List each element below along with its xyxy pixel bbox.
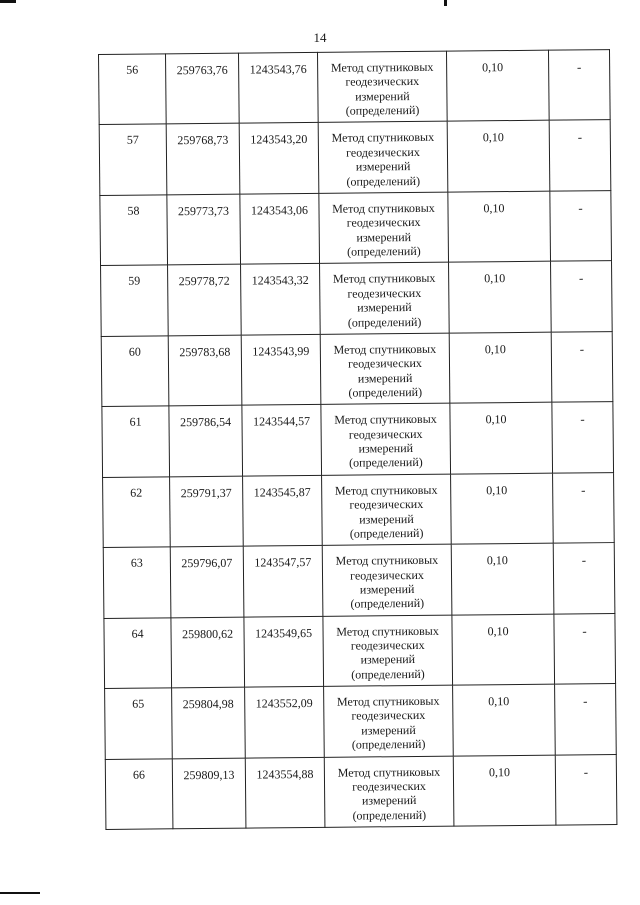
- note-cell: [555, 754, 617, 825]
- x-coordinate-cell: [166, 124, 240, 195]
- y-coordinate: 1243543,76: [249, 61, 307, 77]
- accuracy-value: 0,10: [488, 694, 510, 709]
- x-coordinate-cell: [169, 405, 243, 476]
- point-number-cell: [101, 265, 169, 336]
- x-coordinate: 259791,37: [180, 485, 232, 500]
- table-row: [101, 331, 613, 406]
- method-cell: [321, 403, 451, 475]
- method-text: Метод спутниковых геодезических измерений (определений): [335, 552, 439, 611]
- method-text: Метод спутниковых геодезических измерений (определений): [334, 482, 438, 541]
- accuracy-value: 0,10: [487, 623, 509, 638]
- accuracy-cell: [446, 50, 549, 121]
- x-coordinate-cell: [170, 476, 244, 547]
- x-coordinate: 259763,76: [176, 62, 228, 78]
- y-coordinate-cell: [238, 52, 318, 123]
- y-coordinate-cell: [244, 616, 324, 687]
- table-row: [99, 50, 611, 125]
- x-coordinate: 259796,07: [181, 555, 233, 571]
- x-coordinate: 259804,98: [182, 696, 234, 712]
- accuracy-value: 0,10: [486, 482, 508, 498]
- scan-mark-bottom-left: [0, 892, 40, 894]
- y-coordinate-cell: [240, 193, 320, 264]
- point-number: 59: [128, 273, 141, 289]
- y-coordinate-cell: [245, 757, 325, 828]
- x-coordinate-cell: [168, 335, 242, 406]
- coordinates-table-body: [99, 50, 617, 830]
- table-row: [105, 754, 617, 829]
- method-text: Метод спутниковых геодезических измерений (определений): [334, 412, 437, 471]
- method-cell: [324, 756, 454, 828]
- method-cell: [322, 544, 452, 616]
- y-coordinate: 1243543,32: [251, 273, 309, 288]
- note-dash: -: [579, 341, 585, 357]
- note-dash: -: [580, 482, 586, 498]
- note-cell: [551, 331, 613, 402]
- note-cell: [549, 120, 611, 191]
- y-coordinate-cell: [243, 546, 323, 617]
- method-text: Метод спутниковых геодезических измерений (определений): [332, 271, 436, 330]
- y-coordinate: 1243552,09: [255, 696, 313, 711]
- accuracy-value: 0,10: [485, 412, 507, 427]
- method-cell: [318, 122, 448, 194]
- note-cell: [553, 472, 615, 543]
- method-text: Метод спутниковых геодезических измерений (определений): [337, 764, 441, 823]
- accuracy-cell: [451, 473, 554, 544]
- method-cell: [317, 51, 447, 123]
- accuracy-value: 0,10: [484, 341, 506, 357]
- note-dash: -: [582, 693, 588, 709]
- x-coordinate: 259800,62: [182, 626, 234, 641]
- table-row: [104, 613, 616, 688]
- method-cell: [322, 474, 452, 546]
- accuracy-value: 0,10: [482, 60, 504, 75]
- accuracy-value: 0,10: [484, 271, 506, 286]
- note-cell: [551, 261, 613, 332]
- table-row: [101, 261, 613, 336]
- point-number: 66: [132, 767, 145, 782]
- point-number: 64: [131, 626, 144, 641]
- point-number: 60: [128, 344, 141, 359]
- point-number-cell: [104, 617, 172, 688]
- method-text: Метод спутниковых геодезических измерений (определений): [330, 59, 434, 118]
- y-coordinate-cell: [243, 475, 323, 546]
- point-number: 61: [129, 414, 142, 429]
- point-number-cell: [100, 195, 168, 266]
- table-row: [99, 120, 611, 195]
- accuracy-cell: [449, 262, 552, 333]
- table-row: [103, 543, 615, 618]
- accuracy-value: 0,10: [486, 553, 508, 568]
- method-cell: [324, 685, 454, 757]
- accuracy-cell: [449, 332, 552, 403]
- method-text: Метод спутниковых геодезических измерений (определений): [331, 130, 435, 189]
- scan-mark-top: [444, 0, 447, 6]
- accuracy-cell: [448, 191, 551, 262]
- point-number-cell: [103, 477, 171, 548]
- y-coordinate: 1243545,87: [253, 484, 311, 500]
- table-row: [103, 472, 615, 547]
- x-coordinate: 259768,73: [177, 133, 229, 148]
- x-coordinate-cell: [168, 265, 242, 336]
- note-dash: -: [580, 411, 585, 427]
- method-cell: [320, 333, 450, 405]
- note-cell: [553, 543, 615, 614]
- point-number-cell: [105, 688, 173, 759]
- x-coordinate-cell: [167, 194, 241, 265]
- point-number-cell: [105, 758, 173, 829]
- point-number-cell: [103, 547, 171, 618]
- accuracy-cell: [453, 755, 556, 826]
- point-number: 65: [132, 696, 145, 711]
- y-coordinate-cell: [245, 686, 325, 757]
- x-coordinate: 259773,73: [177, 203, 230, 219]
- note-cell: [554, 613, 616, 684]
- point-number-cell: [99, 54, 167, 125]
- y-coordinate-cell: [241, 334, 321, 405]
- note-dash: -: [581, 552, 587, 568]
- y-coordinate: 1243544,57: [252, 414, 311, 429]
- page-number: 14: [313, 30, 327, 45]
- note-dash: -: [578, 200, 583, 216]
- accuracy-cell: [453, 684, 556, 755]
- method-text: Метод спутниковых геодезических измерений (определений): [333, 341, 437, 400]
- note-cell: [555, 684, 617, 755]
- point-number: 58: [127, 203, 140, 218]
- y-coordinate-cell: [239, 123, 319, 194]
- note-cell: [550, 190, 612, 261]
- x-coordinate: 259809,13: [183, 767, 235, 782]
- accuracy-cell: [452, 614, 555, 685]
- method-text: Метод спутниковых геодезических измерений (определений): [332, 200, 435, 259]
- x-coordinate-cell: [172, 687, 246, 758]
- method-cell: [323, 615, 453, 687]
- note-dash: -: [576, 59, 582, 75]
- accuracy-cell: [447, 121, 550, 192]
- x-coordinate-cell: [172, 758, 246, 829]
- method-text: Метод спутниковых геодезических измерений (определений): [336, 693, 440, 752]
- method-cell: [320, 263, 450, 335]
- coordinates-table: [98, 49, 617, 830]
- point-number-cell: [102, 406, 170, 477]
- note-dash: -: [577, 129, 583, 145]
- accuracy-cell: [451, 543, 554, 614]
- point-number: 63: [130, 555, 143, 570]
- point-number: 57: [126, 133, 139, 148]
- x-coordinate: 259778,72: [178, 274, 230, 289]
- y-coordinate: 1243547,57: [254, 555, 312, 570]
- note-dash: -: [583, 763, 589, 779]
- table-row: [102, 402, 614, 477]
- y-coordinate-cell: [242, 405, 322, 476]
- x-coordinate-cell: [170, 546, 244, 617]
- x-coordinate-cell: [166, 53, 240, 124]
- table-row: [105, 684, 617, 759]
- table-row: [100, 190, 612, 265]
- x-coordinate: 259783,68: [179, 344, 231, 360]
- scan-mark-top-left: [0, 0, 16, 3]
- y-coordinate: 1243543,99: [252, 343, 310, 359]
- accuracy-value: 0,10: [482, 130, 504, 145]
- y-coordinate: 1243543,20: [250, 132, 308, 147]
- note-cell: [552, 402, 614, 473]
- note-dash: -: [582, 622, 587, 639]
- y-coordinate-cell: [241, 264, 321, 335]
- note-dash: -: [578, 270, 584, 286]
- point-number-cell: [99, 124, 167, 195]
- y-coordinate: 1243554,88: [256, 766, 314, 782]
- note-cell: [548, 50, 610, 121]
- point-number: 62: [130, 485, 143, 500]
- accuracy-value: 0,10: [483, 201, 505, 216]
- x-coordinate: 259786,54: [179, 415, 232, 430]
- point-number-cell: [101, 336, 169, 407]
- y-coordinate: 1243543,06: [250, 202, 309, 218]
- y-coordinate: 1243549,65: [254, 625, 313, 641]
- method-cell: [319, 192, 449, 264]
- accuracy-value: 0,10: [488, 764, 510, 779]
- x-coordinate-cell: [171, 617, 245, 688]
- method-text: Метод спутниковых геодезических измерений (определений): [336, 623, 439, 682]
- accuracy-cell: [450, 402, 553, 473]
- point-number: 56: [126, 62, 139, 77]
